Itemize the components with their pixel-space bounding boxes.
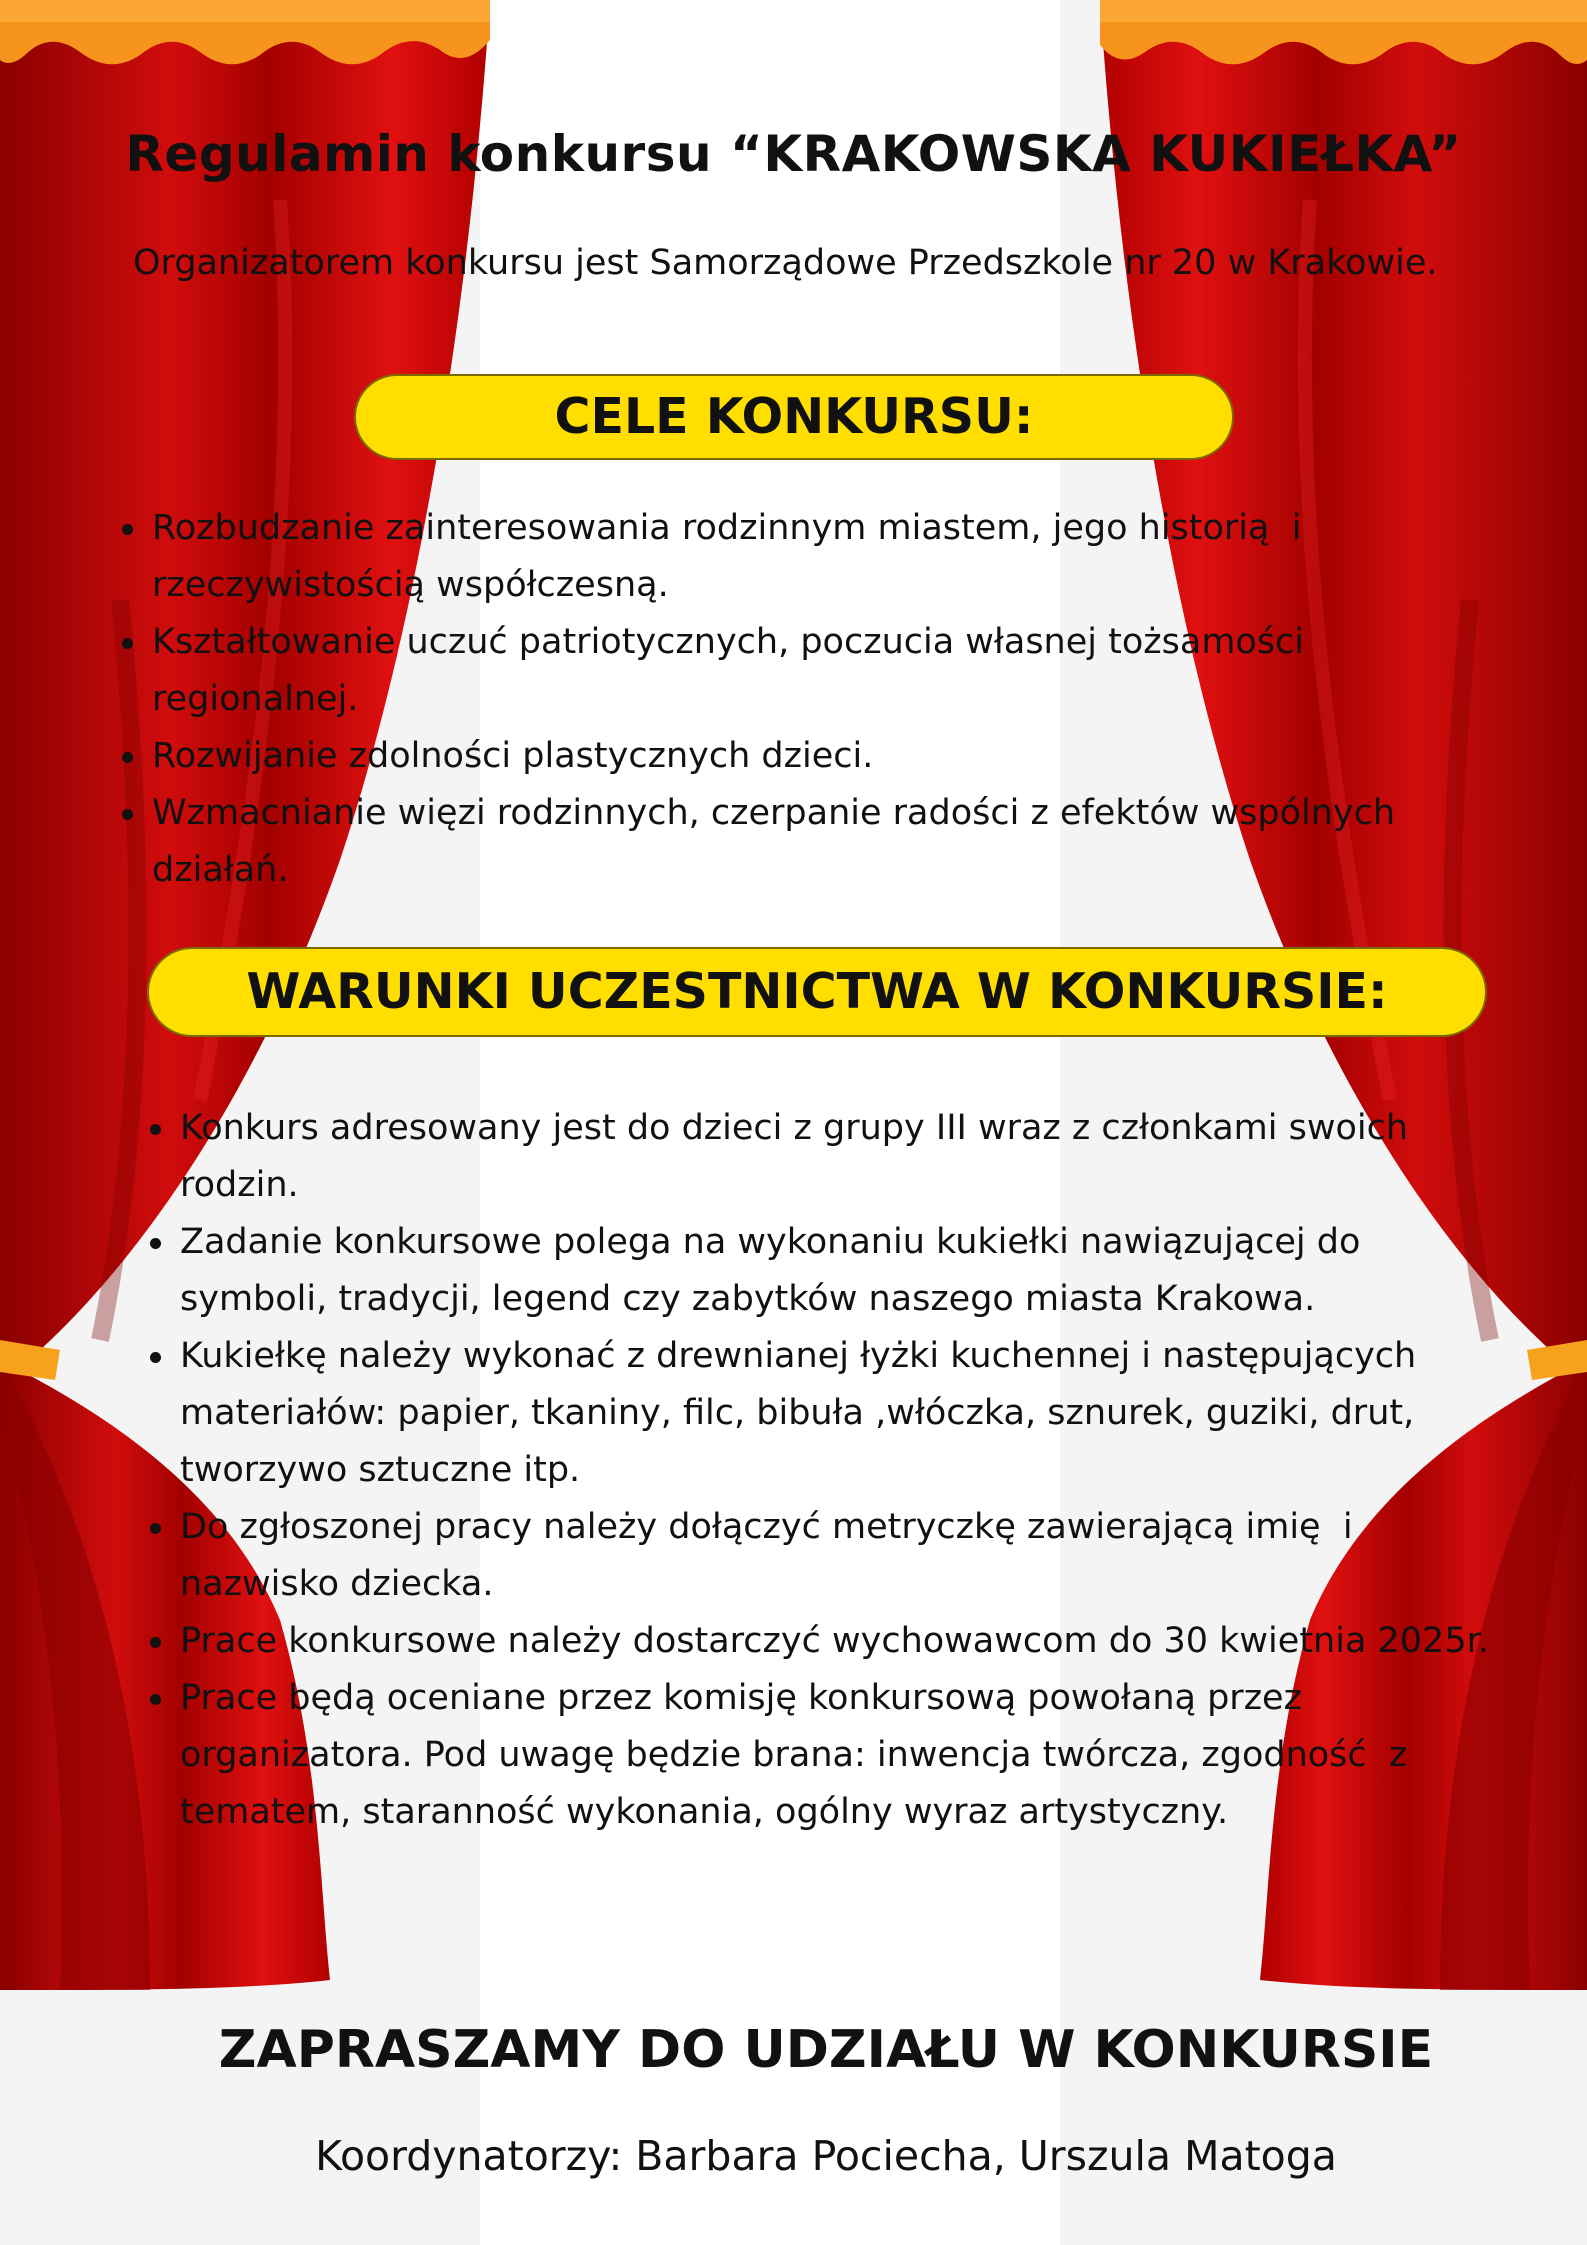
conditions-list xyxy=(180,1100,1510,1841)
coordinators-text: Koordynatorzy: Barbara Pociecha, Urszula Matoga xyxy=(315,2132,1337,2180)
list-item: Kukiełkę należy wykonać z drewnianej łyżki kuchennej i następujących materiałów: papier, tkaniny, filc, bibuła ,włóczka, sznurek, guziki, drut, tworzywo sztuczne itp. xyxy=(180,1328,1510,1499)
goals-heading: CELE KONKURSU: xyxy=(354,374,1234,460)
conditions-heading: WARUNKI UCZESTNICTWA W KONKURSIE: xyxy=(147,947,1487,1037)
closing-invitation: ZAPRASZAMY DO UDZIAŁU W KONKURSIE xyxy=(218,2020,1434,2080)
list-item: Rozwijanie zdolności plastycznych dzieci. xyxy=(152,728,1512,785)
list-item: Zadanie konkursowe polega na wykonaniu kukiełki nawiązującej do symboli, tradycji, legend czy zabytków naszego miasta Krakowa. xyxy=(180,1214,1510,1328)
list-item: Wzmacnianie więzi rodzinnych, czerpanie radości z efektów wspólnych działań. xyxy=(152,785,1512,899)
organizer-text: Organizatorem konkursu jest Samorządowe Przedszkole nr 20 w Krakowie. xyxy=(133,243,1438,283)
list-item: Kształtowanie uczuć patriotycznych, poczucia własnej tożsamości regionalnej. xyxy=(152,614,1512,728)
list-item: Do zgłoszonej pracy należy dołączyć metryczkę zawierającą imię i nazwisko dziecka. xyxy=(180,1499,1510,1613)
list-item: Prace konkursowe należy dostarczyć wychowawcom do 30 kwietnia 2025r. xyxy=(180,1613,1510,1670)
list-item: Konkurs adresowany jest do dzieci z grupy III wraz z członkami swoich rodzin. xyxy=(180,1100,1510,1214)
goals-list xyxy=(152,500,1512,899)
page-title: Regulamin konkursu “KRAKOWSKA KUKIEŁKA” xyxy=(125,125,1462,183)
list-item: Rozbudzanie zainteresowania rodzinnym miastem, jego historią i rzeczywistością współczesną. xyxy=(152,500,1512,614)
list-item: Prace będą oceniane przez komisję konkursową powołaną przez organizatora. Pod uwagę będzie brana: inwencja twórcza, zgodność z tematem, staranność wykonania, ogólny wyraz artystyczny. xyxy=(180,1670,1510,1841)
